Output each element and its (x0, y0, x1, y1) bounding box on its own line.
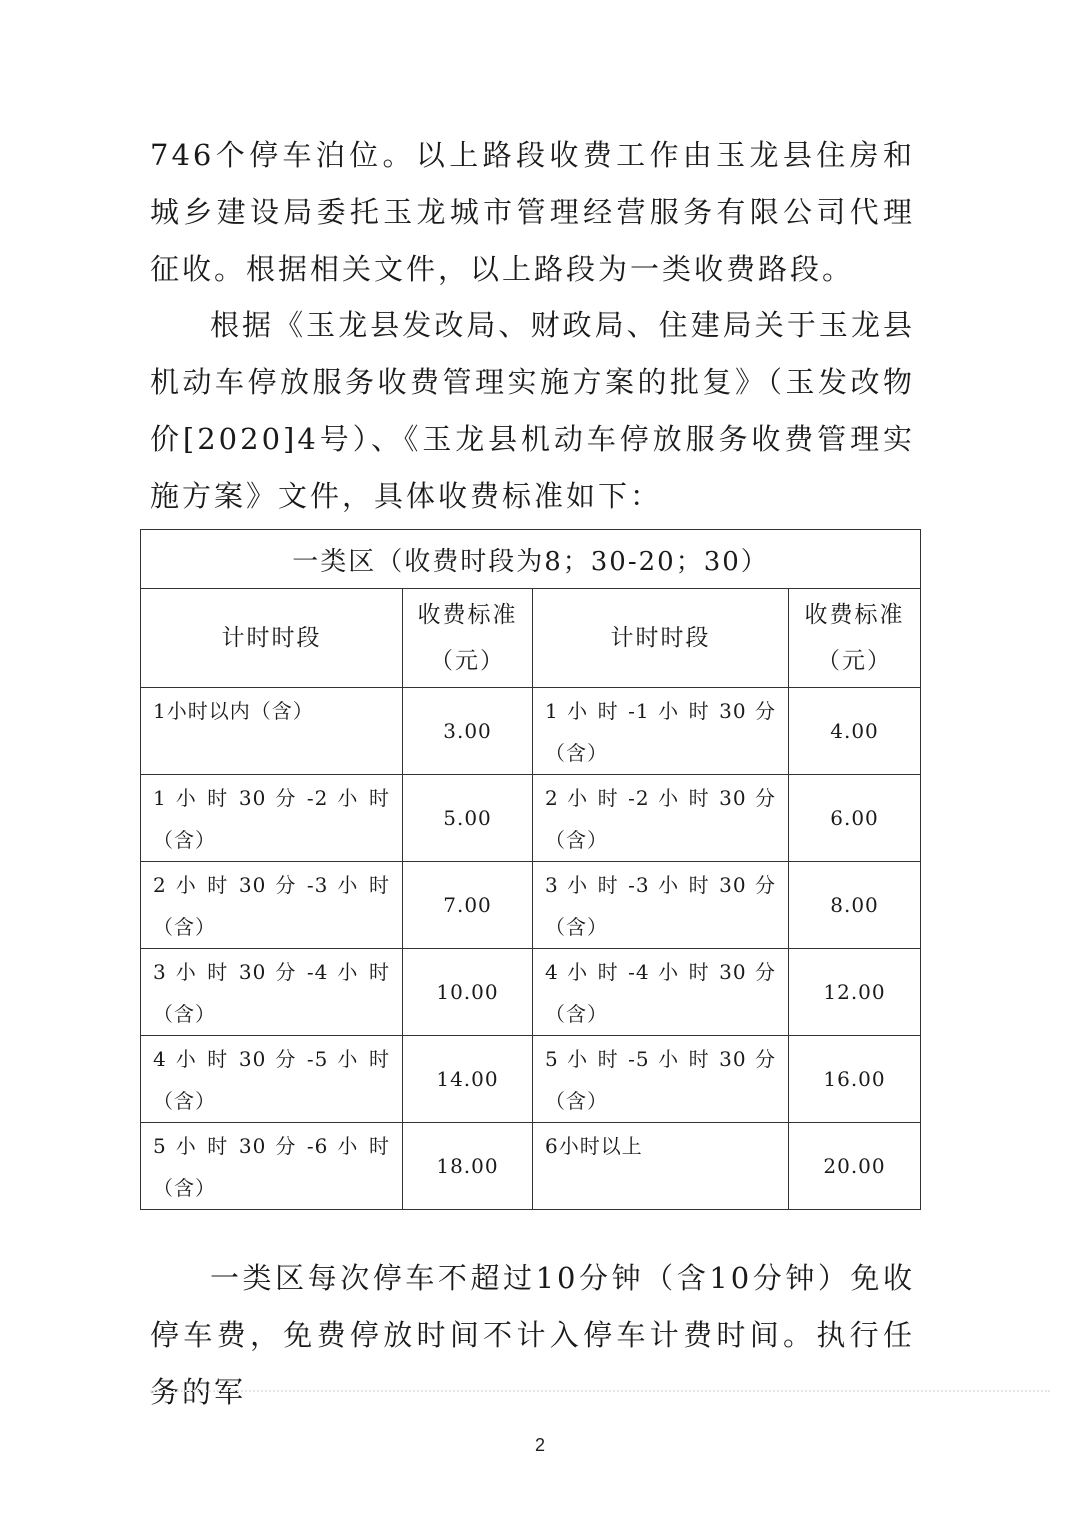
table-title: 一类区（收费时段为8；30-20；30） (141, 530, 921, 589)
period-right-cell: 4 小 时 -4 小 时 30 分（含） (533, 949, 789, 1036)
table-row (141, 949, 921, 1036)
fee-right-cell: 12.00 (789, 949, 921, 1036)
fee-left-cell: 14.00 (403, 1036, 533, 1123)
table-row (141, 775, 921, 862)
fee-right-cell: 6.00 (789, 775, 921, 862)
period-right-cell: 2 小 时 -2 小 时 30 分（含） (533, 775, 789, 862)
period-left-cell: 1 小 时 30 分 -2 小 时（含） (141, 775, 403, 862)
period-left-cell: 2 小 时 30 分 -3 小 时（含） (141, 862, 403, 949)
scan-artifact-divider (150, 1390, 1050, 1396)
period-left-cell: 4 小 时 30 分 -5 小 时（含） (141, 1036, 403, 1123)
header-fee-right: 收费标准（元） (789, 589, 921, 688)
fee-left-cell: 3.00 (403, 688, 533, 775)
period-right-cell: 3 小 时 -3 小 时 30 分（含） (533, 862, 789, 949)
paragraph-fee-basis: 根据《玉龙县发改局、财政局、住建局关于玉龙县机动车停放服务收费管理实施方案的批复》（玉发改物价[2020]4号）、《玉龙县机动车停放服务收费管理实施方案》文件，具体收费标准如下： (150, 308, 915, 513)
fee-right-cell: 4.00 (789, 688, 921, 775)
fee-right-cell: 16.00 (789, 1036, 921, 1123)
fee-left-cell: 7.00 (403, 862, 533, 949)
period-right-cell: 6小时以上 (533, 1123, 789, 1210)
fee-right-cell: 20.00 (789, 1123, 921, 1210)
paragraph-parking-berths: 746个停车泊位。以上路段收费工作由玉龙县住房和城乡建设局委托玉龙城市管理经营服务有限公司代理征收。根据相关文件，以上路段为一类收费路段。 (150, 138, 915, 286)
fee-left-cell: 18.00 (403, 1123, 533, 1210)
period-right-cell: 1 小 时 -1 小 时 30 分（含） (533, 688, 789, 775)
paragraph-free-parking: 一类区每次停车不超过10分钟（含10分钟）免收停车费，免费停放时间不计入停车计费时间。执行任务的军 (150, 1261, 915, 1409)
period-left-cell: 1小时以内（含） (141, 688, 403, 775)
table-row (141, 1036, 921, 1123)
fee-left-cell: 5.00 (403, 775, 533, 862)
fee-right-cell: 8.00 (789, 862, 921, 949)
table-row (141, 1123, 921, 1210)
table-row (141, 688, 921, 775)
period-right-cell: 5 小 时 -5 小 时 30 分（含） (533, 1036, 789, 1123)
table-title-row (141, 530, 921, 589)
header-fee-left: 收费标准（元） (403, 589, 533, 688)
period-left-cell: 3 小 时 30 分 -4 小 时（含） (141, 949, 403, 1036)
header-period-right: 计时时段 (533, 589, 789, 688)
fee-standard-table (140, 529, 921, 1210)
period-left-cell: 5 小 时 30 分 -6 小 时（含） (141, 1123, 403, 1210)
table-header-row (141, 589, 921, 688)
fee-left-cell: 10.00 (403, 949, 533, 1036)
table-row (141, 862, 921, 949)
header-period-left: 计时时段 (141, 589, 403, 688)
page-number: 2 (534, 1435, 545, 1455)
